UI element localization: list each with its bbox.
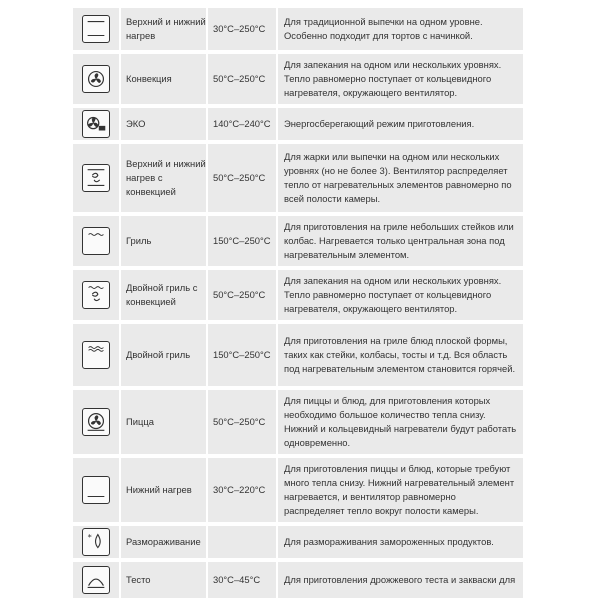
mode-icon-cell — [73, 524, 120, 560]
mode-description: Для приготовления пиццы и блюд, которые требуют много тепла снизу. Нижний нагревательный элемент нагревается, и вентилятор равномерно распределяет тепло вокруг полости камеры. — [277, 456, 523, 524]
mode-description: Для размораживания замороженных продуктов. — [277, 524, 523, 560]
mode-name: Двойной гриль — [120, 322, 207, 388]
mode-icon-cell — [73, 560, 120, 600]
mode-name: Двойной гриль с конвекцией — [120, 268, 207, 322]
mode-row — [73, 142, 523, 214]
mode-icon-cell — [73, 8, 120, 52]
pizza-icon — [82, 408, 110, 436]
mode-row — [73, 456, 523, 524]
mode-temperature: 50°C–250°C — [207, 388, 277, 456]
double-grill-fan-icon — [82, 281, 110, 309]
mode-row — [73, 106, 523, 142]
eco-icon — [82, 110, 110, 138]
mode-description: Для запекания на одном или нескольких уровнях. Тепло равномерно поступает от кольцевидного нагревателя, окружающего вентилятор. — [277, 52, 523, 106]
mode-row — [73, 524, 523, 560]
mode-icon-cell — [73, 268, 120, 322]
mode-temperature: 30°C–45°C — [207, 560, 277, 600]
mode-row — [73, 388, 523, 456]
mode-icon-cell — [73, 142, 120, 214]
mode-icon-cell — [73, 388, 120, 456]
grill-icon — [82, 227, 110, 255]
mode-temperature: 140°C–240°C — [207, 106, 277, 142]
top-bottom-heat-icon — [82, 15, 110, 43]
mode-icon-cell — [73, 456, 120, 524]
mode-temperature: 30°C–250°C — [207, 8, 277, 52]
mode-description: Для запекания на одном или нескольких уровнях. Тепло равномерно поступает от кольцевидного нагревателя, окружающего вентилятор. — [277, 268, 523, 322]
mode-name: ЭКО — [120, 106, 207, 142]
top-bottom-fan-icon — [82, 164, 110, 192]
mode-icon-cell — [73, 106, 120, 142]
mode-description: Для приготовления на гриле небольших стейков или колбас. Нагревается только центральная зона под нагревательным элементом. — [277, 214, 523, 268]
oven-modes-table — [73, 8, 523, 600]
mode-row — [73, 214, 523, 268]
mode-icon-cell — [73, 52, 120, 106]
dough-icon — [82, 566, 110, 594]
defrost-icon — [82, 528, 110, 556]
mode-temperature: 50°C–250°C — [207, 268, 277, 322]
mode-description: Для жарки или выпечки на одном или нескольких уровнях (но не более 3). Вентилятор распределяет тепло от нагревательных элементов равномерно по всей полости камеры. — [277, 142, 523, 214]
mode-temperature: 30°C–220°C — [207, 456, 277, 524]
mode-description: Энергосберегающий режим приготовления. — [277, 106, 523, 142]
mode-temperature: 50°C–250°C — [207, 52, 277, 106]
mode-temperature: 50°C–250°C — [207, 142, 277, 214]
double-grill-icon — [82, 341, 110, 369]
mode-name: Конвекция — [120, 52, 207, 106]
mode-description: Для традиционной выпечки на одном уровне. Особенно подходит для тортов с начинкой. — [277, 8, 523, 52]
mode-name: Размораживание — [120, 524, 207, 560]
mode-name: Тесто — [120, 560, 207, 600]
svg-text:*: * — [87, 532, 92, 543]
mode-row — [73, 560, 523, 600]
convection-fan-icon — [82, 65, 110, 93]
bottom-heat-icon — [82, 476, 110, 504]
mode-row — [73, 8, 523, 52]
mode-row — [73, 322, 523, 388]
mode-description: Для приготовления дрожжевого теста и закваски для — [277, 560, 523, 600]
mode-name: Пицца — [120, 388, 207, 456]
mode-name: Нижний нагрев — [120, 456, 207, 524]
mode-temperature — [207, 524, 277, 560]
mode-row — [73, 268, 523, 322]
mode-icon-cell — [73, 214, 120, 268]
mode-description: Для пиццы и блюд, для приготовления которых необходимо большое количество тепла снизу. Нижний и кольцевидный нагреватели будут работать одновременно. — [277, 388, 523, 456]
mode-name: Верхний и нижний нагрев — [120, 8, 207, 52]
mode-temperature: 150°C–250°C — [207, 214, 277, 268]
mode-name: Верхний и нижний нагрев с конвекцией — [120, 142, 207, 214]
mode-name: Гриль — [120, 214, 207, 268]
mode-icon-cell — [73, 322, 120, 388]
mode-temperature: 150°C–250°C — [207, 322, 277, 388]
mode-row — [73, 52, 523, 106]
mode-description: Для приготовления на гриле блюд плоской формы, таких как стейки, колбасы, тосты и т.д. Вся область под нагревательным элементом становится горячей. — [277, 322, 523, 388]
